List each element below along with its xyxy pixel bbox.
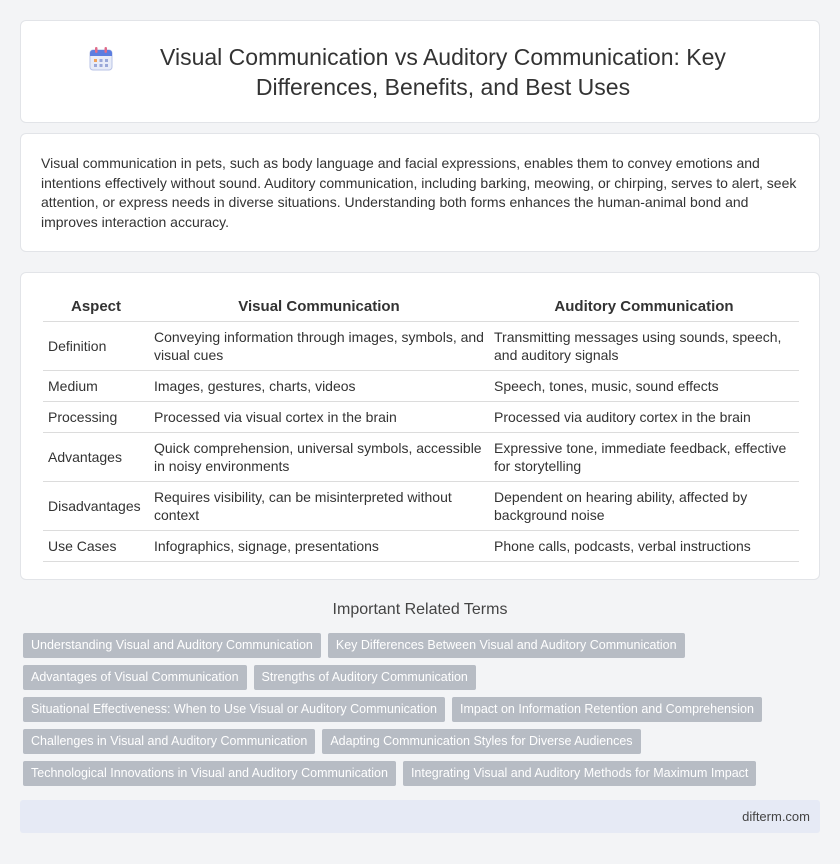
calendar-icon: [87, 45, 115, 73]
related-term-tag[interactable]: Adapting Communication Styles for Diverse Audiences: [322, 729, 640, 754]
tag-row: [23, 761, 823, 786]
cell-visual: Images, gestures, charts, videos: [149, 370, 489, 401]
header-card: [20, 20, 820, 123]
related-term-tag[interactable]: Integrating Visual and Auditory Methods for Maximum Impact: [403, 761, 756, 786]
cell-aspect: Definition: [43, 321, 149, 370]
cell-auditory: Processed via auditory cortex in the brain: [489, 401, 799, 432]
cell-aspect: Use Cases: [43, 530, 149, 561]
cell-auditory: Expressive tone, immediate feedback, effective for storytelling: [489, 432, 799, 481]
comparison-card: [20, 272, 820, 580]
table-row: [43, 481, 799, 530]
header-auditory: Auditory Communication: [489, 293, 799, 321]
table-row: [43, 370, 799, 401]
related-term-tag[interactable]: Challenges in Visual and Auditory Communication: [23, 729, 315, 754]
title-row: [21, 21, 819, 122]
cell-visual: Requires visibility, can be misinterpreted without context: [149, 481, 489, 530]
related-term-tag[interactable]: Impact on Information Retention and Comprehension: [452, 697, 762, 722]
related-term-tag[interactable]: Strengths of Auditory Communication: [254, 665, 476, 690]
header-aspect: Aspect: [43, 293, 149, 321]
intro-card: [20, 133, 820, 252]
related-terms-list: [23, 633, 823, 793]
header-visual: Visual Communication: [149, 293, 489, 321]
cell-visual: Conveying information through images, symbols, and visual cues: [149, 321, 489, 370]
table-row: [43, 530, 799, 561]
cell-visual: Processed via visual cortex in the brain: [149, 401, 489, 432]
cell-auditory: Speech, tones, music, sound effects: [489, 370, 799, 401]
cell-auditory: Transmitting messages using sounds, speech, and auditory signals: [489, 321, 799, 370]
cell-auditory: Phone calls, podcasts, verbal instructions: [489, 530, 799, 561]
table-row: [43, 432, 799, 481]
intro-paragraph: Visual communication in pets, such as body language and facial expressions, enables them to convey emotions and intentions effectively without sound. Auditory communication, including barking, meowing, or chirping, serves to alert, seek attention, or express needs in diverse situations. Understanding both forms enhances the human-animal bond and improves interaction accuracy.: [41, 155, 797, 230]
table-row: [43, 401, 799, 432]
tag-row: [23, 665, 823, 690]
cell-aspect: Medium: [43, 370, 149, 401]
cell-visual: Infographics, signage, presentations: [149, 530, 489, 561]
cell-aspect: Disadvantages: [43, 481, 149, 530]
footer: [20, 800, 820, 833]
table-row: [43, 321, 799, 370]
related-term-tag[interactable]: Key Differences Between Visual and Auditory Communication: [328, 633, 685, 658]
page-title: Visual Communication vs Auditory Communication: Key Differences, Benefits, and Best Uses: [160, 43, 726, 100]
related-terms-heading: Important Related Terms: [332, 601, 508, 618]
related-term-tag[interactable]: Technological Innovations in Visual and Auditory Communication: [23, 761, 396, 786]
footer-site-link[interactable]: difterm.com: [742, 809, 810, 824]
tag-row: [23, 633, 823, 658]
cell-auditory: Dependent on hearing ability, affected by background noise: [489, 481, 799, 530]
tag-row: [23, 697, 823, 722]
cell-aspect: Advantages: [43, 432, 149, 481]
related-term-tag[interactable]: Understanding Visual and Auditory Communication: [23, 633, 321, 658]
comparison-table: [43, 293, 799, 562]
related-term-tag[interactable]: Advantages of Visual Communication: [23, 665, 247, 690]
related-term-tag[interactable]: Situational Effectiveness: When to Use Visual or Auditory Communication: [23, 697, 445, 722]
tag-row: [23, 729, 823, 754]
table-header-row: [43, 293, 799, 321]
cell-visual: Quick comprehension, universal symbols, accessible in noisy environments: [149, 432, 489, 481]
cell-aspect: Processing: [43, 401, 149, 432]
